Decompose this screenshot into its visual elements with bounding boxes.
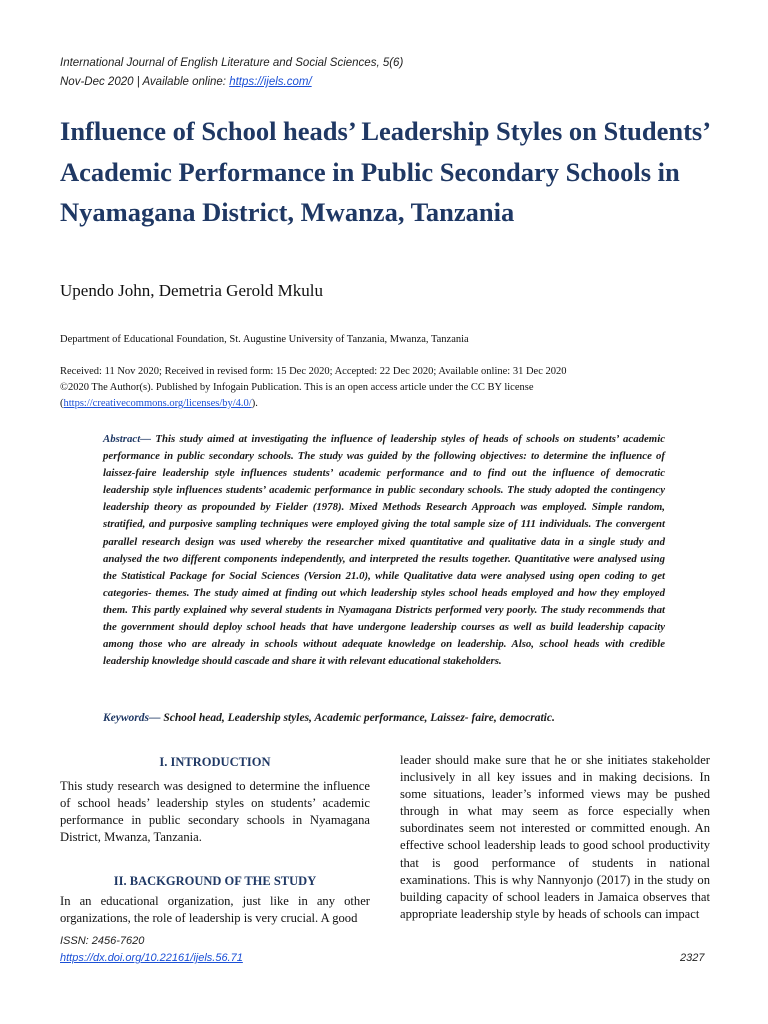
license-link[interactable]: https://creativecommons.org/licenses/by/4.0/	[63, 398, 252, 409]
issue-text: Nov-Dec 2020 | Available online:	[60, 76, 230, 88]
affiliation: Department of Educational Foundation, St. Augustine University of Tanzania, Mwanza, Tanzania	[60, 334, 469, 345]
journal-link[interactable]: https://ijels.com/	[229, 76, 312, 88]
license-line	[60, 396, 567, 412]
keywords-text: School head, Leadership styles, Academic performance, Laissez- faire, democratic.	[160, 712, 555, 724]
abstract-label: Abstract—	[103, 433, 151, 445]
issue-line	[60, 73, 403, 92]
background-heading: II. BACKGROUND OF THE STUDY	[113, 874, 317, 888]
paper-title: Influence of School heads’ Leadership Styles on Students’ Academic Performance in Public Secondary Schools in Nyamagana District, Mwanza, Tanzania	[60, 116, 710, 227]
keywords-label: Keywords—	[103, 712, 161, 724]
copyright-line: ©2020 The Author(s). Published by Infogain Publication. This is an open access article under the CC BY license	[60, 382, 534, 393]
doi-link[interactable]: https://dx.doi.org/10.22161/ijels.56.71	[60, 952, 243, 964]
keywords	[103, 712, 555, 724]
introduction-text: This study research was designed to determine the influence of school heads’ leadership styles on students’ academic performance in public secondary schools in Nyamagana District, Mwanza, Tanzania.	[60, 779, 370, 845]
authors: Upendo John, Demetria Gerold Mkulu	[60, 281, 323, 300]
journal-name: International Journal of English Literature and Social Sciences, 5(6)	[60, 57, 404, 69]
introduction-heading: I. INTRODUCTION	[159, 755, 271, 769]
right-column-text: leader should make sure that he or she initiates stakeholder inclusively in all key issues and in making decisions. In some situations, leader’s informed views may be pushed through in what may seem as force especially when subordinates seem not interested or committed enough. An effective school leadership leads to good school productivity that is good performance of students in national examinations. This is why Nannyonjo (2017) in the study on building capacity of school leaders in Jamaica observes that appropriate leadership style by heads of schools can impact	[400, 753, 710, 921]
license-open: (	[60, 398, 64, 409]
journal-header	[60, 54, 403, 92]
background-text: In an educational organization, just like in any other organizations, the role of leadership is very crucial. A good	[60, 894, 370, 926]
license-close: ).	[251, 398, 258, 409]
page-number: 2327	[680, 952, 705, 964]
doi-line	[60, 952, 243, 964]
publication-info	[60, 364, 567, 412]
received-dates: Received: 11 Nov 2020; Received in revised form: 15 Dec 2020; Accepted: 22 Dec 2020; Available online: 31 Dec 2020	[60, 366, 567, 377]
abstract	[103, 431, 665, 670]
abstract-text: This study aimed at investigating the influence of leadership styles of heads of schools on students’ academic performance in public secondary schools. The study was guided by the following objectives: to determine the influence of laissez-faire leadership style influences students’ academic performance and to find out the influence of democratic leadership style influences students’ academic performance in public secondary schools. The study adopted the contingency leadership theory as propounded by Fielder (1978). Mixed Methods Research Approach was employed. Simple random, stratified, and purposive sampling techniques were employed giving the total sample size of 111 individuals. The convergent parallel research design was used whereby the researcher mixed quantitative and qualitative data in a single study and analysed the two different components independently, and interpreted the results together. Quantitative were analysed using the Statistical Package for Social Sciences (Version 21.0), while Qualitative data were analysed using open coding to get categories- themes. The study aimed at finding out which leadership styles school heads employed and how they employed them. This partly explained why several students in Nyamagana Districts performed very poorly. The study recommends that the government should deploy school heads that have undergone leadership courses as well as build leadership capacity among those who are already in schools without adequate knowledge on leadership. Also, school heads with credible leadership knowledge should cascade and share it with relevant educational stakeholders.	[103, 433, 666, 668]
issn: ISSN: 2456-7620	[60, 935, 145, 947]
